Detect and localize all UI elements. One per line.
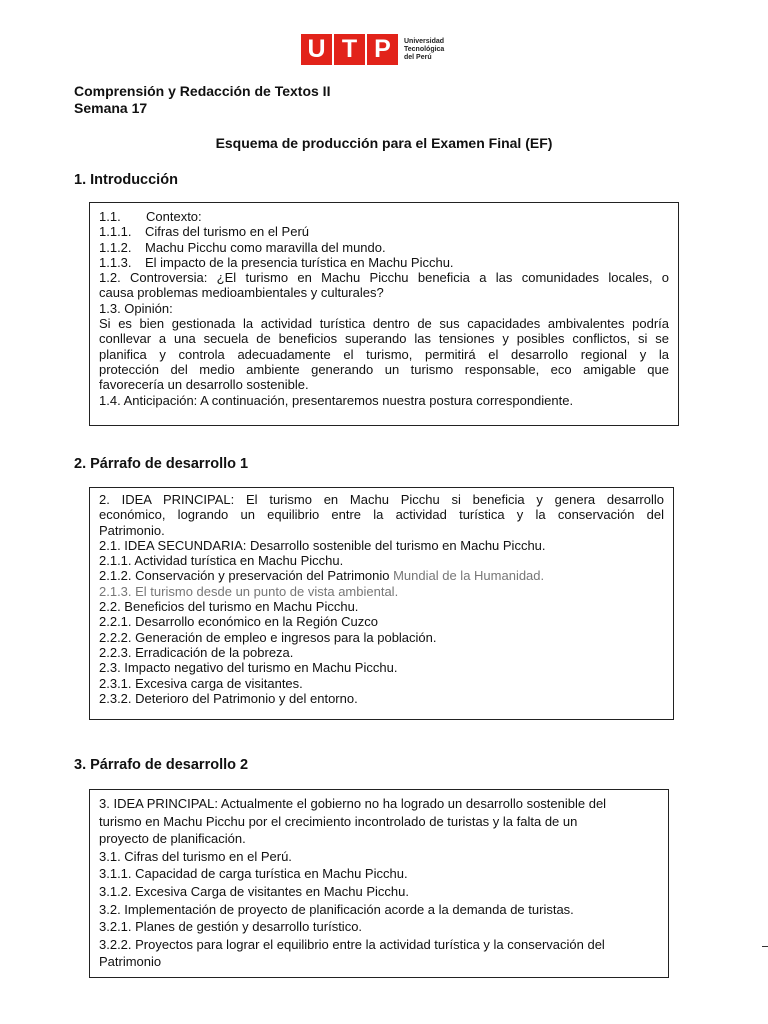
course-title: Comprensión y Redacción de Textos II bbox=[74, 83, 331, 99]
outline-line: 2.2.2. Generación de empleo e ingresos para la población. bbox=[99, 629, 437, 645]
outline-line: 2.1. IDEA SECUNDARIA: Desarrollo sostenible del turismo en Machu Picchu. bbox=[99, 537, 546, 553]
logo-letter-u: U bbox=[301, 34, 332, 65]
outline-line: causa problemas medioambientales y culturales? bbox=[99, 285, 384, 301]
outline-line: 3.1.2. Excesiva Carga de visitantes en Machu Picchu. bbox=[99, 883, 409, 899]
section-1-heading: 1. Introducción bbox=[74, 172, 178, 188]
logo-university-name: Universidad Tecnológica del Perú bbox=[404, 37, 445, 61]
outline-line: 2.2.1. Desarrollo económico en la Región Cuzco bbox=[99, 614, 378, 630]
logo-letter-t: T bbox=[334, 34, 365, 65]
outline-line: 2.3.1. Excesiva carga de visitantes. bbox=[99, 675, 303, 691]
outline-line: 3.1.1. Capacidad de carga turística en Machu Picchu. bbox=[99, 866, 408, 882]
outline-line: 3.2.1. Planes de gestión y desarrollo turístico. bbox=[99, 919, 363, 935]
outline-line: conllevar a una secuela de beneficios superando las tensiones y posibles conflictos, si se bbox=[99, 331, 669, 347]
outline-line: 1.1.2. Machu Picchu como maravilla del mundo. bbox=[99, 239, 386, 255]
outline-line: 2.1.1. Actividad turística en Machu Picchu. bbox=[99, 553, 344, 569]
logo-letter-p: P bbox=[367, 34, 398, 65]
outline-line: 2.3. Impacto negativo del turismo en Machu Picchu. bbox=[99, 660, 398, 676]
outline-line: planifica y controla adecuadamente el turismo, permitirá el desarrollo regional y la bbox=[99, 346, 669, 362]
outline-line: 2.1.3. El turismo desde un punto de vista ambiental. bbox=[99, 583, 399, 599]
outline-line: 2. IDEA PRINCIPAL: El turismo en Machu Picchu si beneficia y genera desarrollo bbox=[99, 492, 664, 507]
outline-line: 1.1.3. El impacto de la presencia turística en Machu Picchu. bbox=[99, 254, 454, 270]
outline-line: Patrimonio bbox=[99, 954, 162, 970]
outline-line: 2.3.2. Deterioro del Patrimonio y del entorno. bbox=[99, 690, 358, 706]
section-3-heading: 3. Párrafo de desarrollo 2 bbox=[74, 757, 249, 773]
week-label: Semana 17 bbox=[74, 100, 148, 116]
outline-line: Si es bien gestionada la actividad turística dentro de sus capacidades ambivalentes podría bbox=[99, 316, 669, 332]
outline-line: 1.3. Opinión: bbox=[99, 300, 173, 316]
outline-line: 3.2.2. Proyectos para lograr el equilibrio entre la actividad turística y la conservación del bbox=[99, 936, 605, 952]
outline-line: 2.2.3. Erradicación de la pobreza. bbox=[99, 644, 294, 660]
outline-line: 3.1. Cifras del turismo en el Perú. bbox=[99, 848, 292, 864]
outline-line: 1.2. Controversia: ¿El turismo en Machu Picchu beneficia a las comunidades locales, o bbox=[99, 270, 669, 286]
section-2-box bbox=[89, 487, 674, 720]
outline-line: 1.1.1. Cifras del turismo en el Perú bbox=[99, 224, 310, 240]
utp-logo bbox=[301, 34, 444, 65]
outline-line: 3. IDEA PRINCIPAL: Actualmente el gobierno no ha logrado un desarrollo sostenible del bbox=[99, 796, 607, 811]
section-3-box bbox=[89, 789, 669, 978]
page-edge-mark bbox=[762, 946, 768, 947]
outline-line: 2.2. Beneficios del turismo en Machu Picchu. bbox=[99, 599, 359, 615]
outline-line: turismo en Machu Picchu por el crecimiento incontrolado de turistas y la falta de un bbox=[99, 813, 578, 829]
outline-line: protección del medio ambiente generando un turismo responsable, eco amigable que bbox=[99, 361, 669, 377]
outline-line: 3.2. Implementación de proyecto de planificación acorde a la demanda de turistas. bbox=[99, 901, 574, 917]
outline-line: proyecto de planificación. bbox=[99, 831, 246, 847]
section-2-heading: 2. Párrafo de desarrollo 1 bbox=[74, 456, 249, 472]
outline-line: favorecería un desarrollo sostenible. bbox=[99, 377, 309, 393]
outline-line: 1.1. Contexto: bbox=[99, 209, 202, 224]
outline-line: 1.4. Anticipación: A continuación, presentaremos nuestra postura correspondiente. bbox=[99, 392, 574, 408]
outline-line: Patrimonio. bbox=[99, 522, 165, 538]
outline-line: 2.1.2. Conservación y preservación del Patrimonio Mundial de la Humanidad. bbox=[99, 568, 545, 584]
section-1-box bbox=[89, 202, 679, 426]
outline-line: económico, logrando un equilibrio entre la actividad turística y la conservación del bbox=[99, 507, 664, 523]
document-title: Esquema de producción para el Examen Final (EF) bbox=[215, 135, 553, 151]
